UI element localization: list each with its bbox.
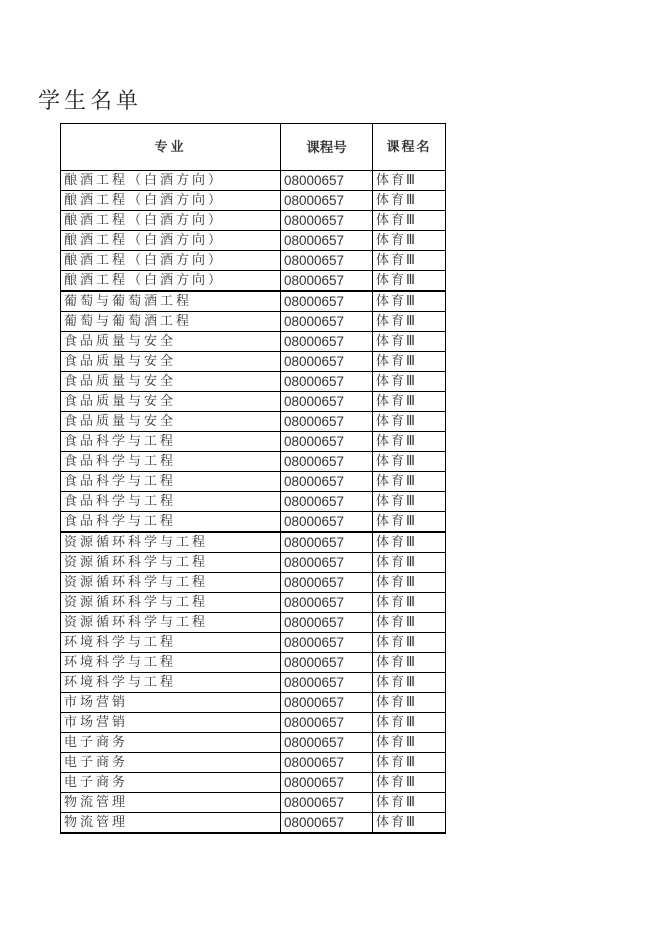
cell-course-name: 体育Ⅲ bbox=[373, 251, 446, 271]
table-row bbox=[61, 312, 446, 332]
table-row bbox=[61, 813, 446, 834]
cell-course-name: 体育Ⅲ bbox=[373, 472, 446, 492]
table-row bbox=[61, 773, 446, 793]
cell-course-no: 08000657 bbox=[281, 653, 373, 673]
cell-course-name: 体育Ⅲ bbox=[373, 573, 446, 593]
table-row bbox=[61, 753, 446, 773]
header-course-no: 课程号 bbox=[281, 124, 373, 171]
title-container bbox=[38, 84, 255, 116]
table-row bbox=[61, 291, 446, 312]
cell-course-no: 08000657 bbox=[281, 693, 373, 713]
cell-course-name: 体育Ⅲ bbox=[373, 211, 446, 231]
cell-major: 葡萄与葡萄酒工程 bbox=[61, 312, 281, 332]
cell-course-no: 08000657 bbox=[281, 492, 373, 512]
cell-course-no: 08000657 bbox=[281, 673, 373, 693]
table-row bbox=[61, 512, 446, 533]
cell-course-no: 08000657 bbox=[281, 452, 373, 472]
table-row bbox=[61, 432, 446, 452]
table-row bbox=[61, 673, 446, 693]
table-row bbox=[61, 793, 446, 813]
cell-course-name: 体育Ⅲ bbox=[373, 553, 446, 573]
table-row bbox=[61, 171, 446, 191]
cell-major: 食品科学与工程 bbox=[61, 472, 281, 492]
cell-course-no: 08000657 bbox=[281, 231, 373, 251]
cell-major: 资源循环科学与工程 bbox=[61, 573, 281, 593]
cell-major: 食品科学与工程 bbox=[61, 452, 281, 472]
table-row bbox=[61, 352, 446, 372]
cell-major: 酿酒工程（白酒方向） bbox=[61, 271, 281, 292]
cell-course-no: 08000657 bbox=[281, 251, 373, 271]
cell-course-name: 体育Ⅲ bbox=[373, 773, 446, 793]
table-row bbox=[61, 231, 446, 251]
cell-course-no: 08000657 bbox=[281, 773, 373, 793]
cell-major: 环境科学与工程 bbox=[61, 653, 281, 673]
cell-course-name: 体育Ⅲ bbox=[373, 593, 446, 613]
cell-course-name: 体育Ⅲ bbox=[373, 171, 446, 191]
table-row bbox=[61, 613, 446, 633]
cell-major: 资源循环科学与工程 bbox=[61, 593, 281, 613]
cell-course-name: 体育Ⅲ bbox=[373, 633, 446, 653]
cell-major: 电子商务 bbox=[61, 733, 281, 753]
page-title: 学生名单 bbox=[38, 89, 143, 114]
table-row bbox=[61, 211, 446, 231]
cell-major: 食品科学与工程 bbox=[61, 432, 281, 452]
cell-course-no: 08000657 bbox=[281, 271, 373, 292]
cell-major: 食品质量与安全 bbox=[61, 332, 281, 352]
cell-course-no: 08000657 bbox=[281, 291, 373, 312]
cell-major: 食品质量与安全 bbox=[61, 412, 281, 432]
table-row bbox=[61, 452, 446, 472]
cell-course-name: 体育Ⅲ bbox=[373, 673, 446, 693]
table-row bbox=[61, 492, 446, 512]
cell-course-no: 08000657 bbox=[281, 633, 373, 653]
table-row bbox=[61, 271, 446, 292]
cell-course-no: 08000657 bbox=[281, 332, 373, 352]
cell-course-name: 体育Ⅲ bbox=[373, 291, 446, 312]
cell-course-no: 08000657 bbox=[281, 553, 373, 573]
table-row bbox=[61, 693, 446, 713]
student-table bbox=[60, 123, 446, 834]
cell-course-name: 体育Ⅲ bbox=[373, 191, 446, 211]
table-row bbox=[61, 713, 446, 733]
table-row bbox=[61, 532, 446, 553]
table-row bbox=[61, 733, 446, 753]
cell-major: 市场营销 bbox=[61, 713, 281, 733]
cell-major: 电子商务 bbox=[61, 773, 281, 793]
cell-course-name: 体育Ⅲ bbox=[373, 693, 446, 713]
cell-major: 酿酒工程（白酒方向） bbox=[61, 211, 281, 231]
cell-major: 食品质量与安全 bbox=[61, 392, 281, 412]
header-course-name: 课程名 bbox=[373, 124, 446, 171]
cell-course-name: 体育Ⅲ bbox=[373, 452, 446, 472]
cell-major: 环境科学与工程 bbox=[61, 673, 281, 693]
table-row bbox=[61, 553, 446, 573]
table-row bbox=[61, 633, 446, 653]
cell-course-name: 体育Ⅲ bbox=[373, 312, 446, 332]
cell-major: 酿酒工程（白酒方向） bbox=[61, 171, 281, 191]
cell-major: 葡萄与葡萄酒工程 bbox=[61, 291, 281, 312]
cell-major: 资源循环科学与工程 bbox=[61, 532, 281, 553]
cell-course-name: 体育Ⅲ bbox=[373, 231, 446, 251]
table-row bbox=[61, 251, 446, 271]
cell-course-no: 08000657 bbox=[281, 813, 373, 834]
cell-major: 酿酒工程（白酒方向） bbox=[61, 251, 281, 271]
table-row bbox=[61, 191, 446, 211]
cell-course-name: 体育Ⅲ bbox=[373, 713, 446, 733]
cell-major: 食品质量与安全 bbox=[61, 372, 281, 392]
table-row bbox=[61, 653, 446, 673]
header-major: 专业 bbox=[61, 124, 281, 171]
cell-course-name: 体育Ⅲ bbox=[373, 271, 446, 292]
cell-major: 物流管理 bbox=[61, 793, 281, 813]
cell-course-no: 08000657 bbox=[281, 613, 373, 633]
cell-course-no: 08000657 bbox=[281, 713, 373, 733]
cell-course-name: 体育Ⅲ bbox=[373, 412, 446, 432]
cell-course-name: 体育Ⅲ bbox=[373, 392, 446, 412]
table-row bbox=[61, 412, 446, 432]
table-row bbox=[61, 332, 446, 352]
cell-course-name: 体育Ⅲ bbox=[373, 532, 446, 553]
cell-course-name: 体育Ⅲ bbox=[373, 432, 446, 452]
cell-course-no: 08000657 bbox=[281, 472, 373, 492]
cell-course-no: 08000657 bbox=[281, 191, 373, 211]
cell-course-name: 体育Ⅲ bbox=[373, 653, 446, 673]
cell-course-no: 08000657 bbox=[281, 412, 373, 432]
cell-major: 物流管理 bbox=[61, 813, 281, 834]
cell-course-no: 08000657 bbox=[281, 392, 373, 412]
table-row bbox=[61, 573, 446, 593]
cell-course-name: 体育Ⅲ bbox=[373, 613, 446, 633]
cell-course-no: 08000657 bbox=[281, 532, 373, 553]
header-row bbox=[61, 124, 446, 171]
cell-course-name: 体育Ⅲ bbox=[373, 512, 446, 533]
cell-course-name: 体育Ⅲ bbox=[373, 753, 446, 773]
cell-course-name: 体育Ⅲ bbox=[373, 733, 446, 753]
cell-major: 食品科学与工程 bbox=[61, 492, 281, 512]
table-row bbox=[61, 392, 446, 412]
cell-major: 食品质量与安全 bbox=[61, 352, 281, 372]
cell-course-no: 08000657 bbox=[281, 573, 373, 593]
cell-course-name: 体育Ⅲ bbox=[373, 352, 446, 372]
cell-course-no: 08000657 bbox=[281, 733, 373, 753]
cell-course-no: 08000657 bbox=[281, 432, 373, 452]
cell-major: 资源循环科学与工程 bbox=[61, 613, 281, 633]
cell-course-no: 08000657 bbox=[281, 793, 373, 813]
cell-course-name: 体育Ⅲ bbox=[373, 492, 446, 512]
table-row bbox=[61, 372, 446, 392]
cell-major: 环境科学与工程 bbox=[61, 633, 281, 653]
cell-course-name: 体育Ⅲ bbox=[373, 372, 446, 392]
cell-course-no: 08000657 bbox=[281, 171, 373, 191]
cell-course-name: 体育Ⅲ bbox=[373, 813, 446, 834]
table-row bbox=[61, 472, 446, 492]
cell-major: 酿酒工程（白酒方向） bbox=[61, 191, 281, 211]
table-row bbox=[61, 593, 446, 613]
cell-course-name: 体育Ⅲ bbox=[373, 332, 446, 352]
cell-major: 资源循环科学与工程 bbox=[61, 553, 281, 573]
cell-course-no: 08000657 bbox=[281, 372, 373, 392]
cell-course-name: 体育Ⅲ bbox=[373, 793, 446, 813]
cell-major: 食品科学与工程 bbox=[61, 512, 281, 533]
cell-course-no: 08000657 bbox=[281, 512, 373, 533]
table-body bbox=[61, 171, 446, 834]
cell-major: 酿酒工程（白酒方向） bbox=[61, 231, 281, 251]
cell-course-no: 08000657 bbox=[281, 593, 373, 613]
cell-course-no: 08000657 bbox=[281, 352, 373, 372]
cell-course-no: 08000657 bbox=[281, 753, 373, 773]
cell-major: 电子商务 bbox=[61, 753, 281, 773]
cell-major: 市场营销 bbox=[61, 693, 281, 713]
cell-course-no: 08000657 bbox=[281, 211, 373, 231]
cell-course-no: 08000657 bbox=[281, 312, 373, 332]
